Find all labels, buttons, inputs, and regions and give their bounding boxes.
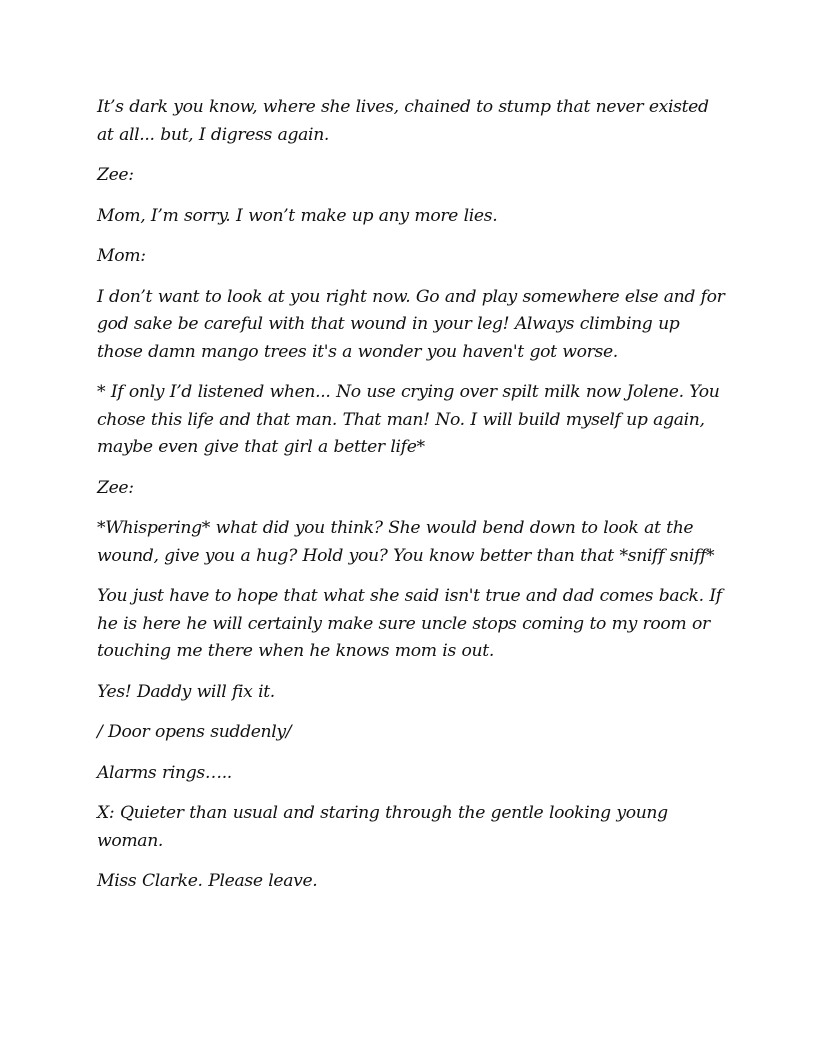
speaker-label-zee-2: Zee: [97, 477, 134, 498]
paragraph-narration-dark: It’s dark you know, where she lives, chained to stump that never existed at all... but, I digress again. [97, 97, 709, 145]
speaker-label-mom: Mom: [97, 246, 146, 266]
paragraph-x-description: X: Quieter than usual and staring through the gentle looking young woman. [97, 803, 668, 851]
speaker-label-zee: Zee: [97, 165, 134, 185]
paragraph-zee-whisper: *Whispering* what did you think? She would bend down to look at the wound, give you a hug? Hold you? You know better than that *sniff sniff* [97, 518, 715, 566]
document-body [97, 94, 725, 909]
paragraph-mom-thought: * If only I’d listened when... No use crying over spilt milk now Jolene. You chose this life and that man. That man! No. I will build myself up again, maybe even give that girl a better life* [97, 382, 720, 457]
paragraph-mom-reply: I don’t want to look at you right now. Go and play somewhere else and for god sake be careful with that wound in your leg! Always climbing up those damn mango trees it's a wonder you haven't got worse. [97, 286, 725, 362]
paragraph-zee-hope: You just have to hope that what she said isn't true and dad comes back. If he is here he will certainly make sure uncle stops coming to my room or touching me there when he knows mom is out. [97, 586, 722, 661]
paragraph-miss-clarke: Miss Clarke. Please leave. [97, 871, 318, 891]
paragraph-zee-apology: Mom, I’m sorry. I won’t make up any more lies. [97, 205, 498, 226]
stage-direction-door: / Door opens suddenly/ [97, 722, 292, 742]
stage-direction-alarm: Alarms rings….. [97, 762, 232, 783]
paragraph-daddy-fix: Yes! Daddy will fix it. [97, 681, 275, 702]
